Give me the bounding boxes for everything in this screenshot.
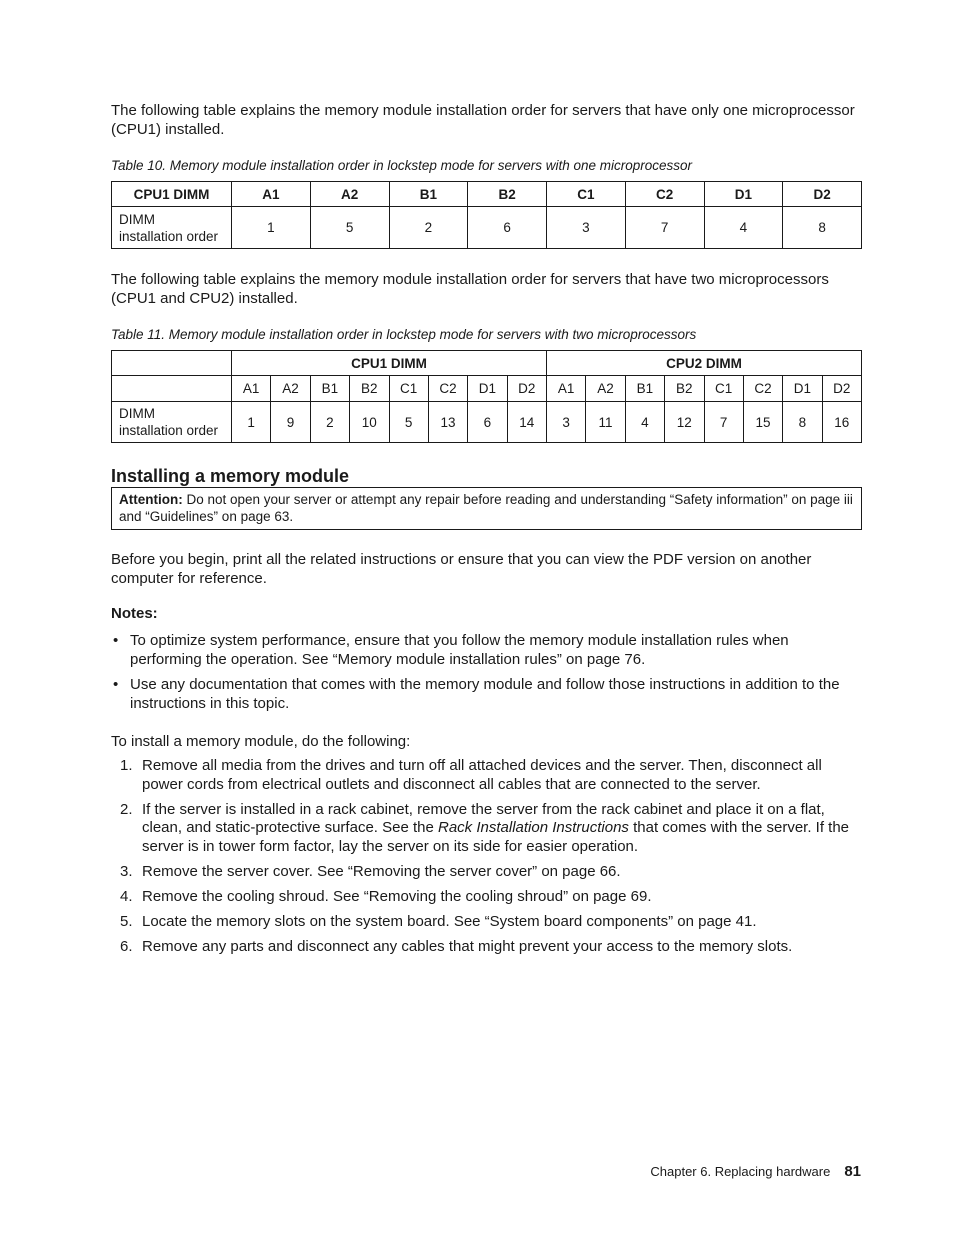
step-number: 3. [120,862,133,880]
table11-empty-cell [112,351,232,376]
step-item [111,801,862,857]
table11-cell: 11 [586,402,625,443]
table10-header-cell: B1 [389,182,468,207]
table11-cell: 8 [783,402,822,443]
row-label-line1: DIMM [119,406,155,421]
step-number: 6. [120,937,133,955]
table10-header-cell: C1 [547,182,626,207]
step-item [111,913,862,932]
bullet-icon: • [113,632,119,649]
table10-header-cell: B2 [468,182,547,207]
row-label-line2: installation order [119,228,219,244]
table11-cell: 7 [704,402,743,443]
table11-col: C1 [389,376,428,402]
table11-col: A1 [547,376,586,402]
note-item [111,632,862,669]
row-label-line2: installation order [119,423,219,438]
table10-cell: 7 [625,207,704,249]
step-text: Remove the server cover. See “Removing the server cover” on page 66. [142,862,621,880]
note-item [111,676,862,713]
chapter-label: Chapter 6. Replacing hardware [650,1164,831,1179]
page-footer [650,1163,861,1180]
step-item [111,888,862,907]
step-number: 2. [120,800,133,818]
section-title: Installing a memory module [111,466,350,486]
table10-cell: 5 [310,207,389,249]
attention-text: Do not open your server or attempt any repair before reading and understanding “Safety information” on page iii and “Guidelines” on page 63. [119,492,853,524]
table10-row [112,207,862,249]
table11-group-row [112,351,862,376]
table11-cell: 14 [507,402,546,443]
notes-heading: Notes: [111,605,158,622]
table11-cell: 13 [428,402,467,443]
table11-group-cpu1: CPU1 DIMM [232,351,547,376]
table11-cell: 10 [350,402,389,443]
table10 [111,181,862,249]
steps-intro: To install a memory module, do the following: [111,733,411,750]
bullet-icon: • [113,676,119,693]
step-text: Remove the cooling shroud. See “Removing the cooling shroud” on page 69. [142,887,652,905]
table11-col: A2 [271,376,310,402]
table11-cell: 6 [468,402,507,443]
intro-one-cpu: The following table explains the memory module installation order for servers that have only one microprocessor (CPU1) installed. [111,102,855,138]
table10-header-cell: D1 [704,182,783,207]
table10-cell: 6 [468,207,547,249]
step-item [111,757,862,794]
table11-cell: 15 [743,402,782,443]
row-label-line1: DIMM [119,211,155,227]
table10-cell: 3 [547,207,626,249]
note-text: Use any documentation that comes with the memory module and follow those instructions in addition to the instructions in this topic. [130,676,840,712]
intro-two-cpu: The following table explains the memory module installation order for servers that have two microprocessors (CPU1 and CPU2) installed. [111,271,829,307]
table11-empty-cell [112,376,232,402]
table11-col: C2 [743,376,782,402]
table11-cell: 16 [822,402,861,443]
attention-label: Attention: [119,492,183,507]
table11-cell: 2 [310,402,349,443]
note-text: To optimize system performance, ensure that you follow the memory module installation rules when performing the operation. See “Memory module installation rules” on page 76. [130,632,789,668]
step-text: If the server is installed in a rack cabinet, remove the server from the rack cabinet and place it on a flat, clean, and static-protective surface. See the [142,800,825,836]
table11-row [112,402,862,443]
table11-col: C1 [704,376,743,402]
table10-header-cell: D2 [783,182,862,207]
step-number: 4. [120,887,133,905]
table11-cell: 5 [389,402,428,443]
table11-col: B1 [625,376,664,402]
table11-cell: 4 [625,402,664,443]
table10-row-label [112,207,232,249]
step-number: 5. [120,912,133,930]
notes-list [111,632,862,720]
rack-instructions-title: Rack Installation Instructions [438,819,629,836]
table10-cell: 2 [389,207,468,249]
table11-col: B1 [310,376,349,402]
table11-cell: 9 [271,402,310,443]
table10-cell: 8 [783,207,862,249]
table10-header-cell: A2 [310,182,389,207]
step-text: Locate the memory slots on the system board. See “System board components” on page 41. [142,912,757,930]
table11-columns-row [112,376,862,402]
table10-cell: 4 [704,207,783,249]
table10-cell: 1 [232,207,311,249]
attention-box [111,487,862,530]
table11-cell: 3 [547,402,586,443]
table11-col: D1 [783,376,822,402]
table11 [111,350,862,443]
step-number: 1. [120,757,133,774]
table11-col: B2 [665,376,704,402]
table11-col: B2 [350,376,389,402]
step-text: Remove all media from the drives and turn off all attached devices and the server. Then, disconnect all power cords from electrical outlets and disconnect all cables that are connected to the server. [142,757,822,793]
step-item [111,938,862,957]
table11-cell: 1 [232,402,271,443]
table11-cell: 12 [665,402,704,443]
page-number: 81 [844,1163,861,1180]
table11-group-cpu2: CPU2 DIMM [547,351,862,376]
table11-row-label [112,402,232,443]
table10-header-cell: C2 [625,182,704,207]
step-item [111,863,862,882]
table10-header-row [112,182,862,207]
table11-col: A2 [586,376,625,402]
step-text: that comes with the server. If the server is in tower form factor, lay the server on its side for easier operation. [142,819,850,855]
table11-col: D2 [507,376,546,402]
table10-header-cell: A1 [232,182,311,207]
table11-col: C2 [428,376,467,402]
before-you-begin: Before you begin, print all the related instructions or ensure that you can view the PDF version on another computer for reference. [111,551,812,587]
table11-col: D2 [822,376,861,402]
steps-list [111,757,862,963]
table11-caption: Table 11. Memory module installation order in lockstep mode for servers with two microprocessors [111,327,697,342]
step-text: Remove any parts and disconnect any cables that might prevent your access to the memory slots. [142,937,793,955]
table10-caption: Table 10. Memory module installation order in lockstep mode for servers with one microprocessor [111,158,693,173]
table10-header-cell: CPU1 DIMM [112,182,232,207]
table11-col: D1 [468,376,507,402]
table11-col: A1 [232,376,271,402]
